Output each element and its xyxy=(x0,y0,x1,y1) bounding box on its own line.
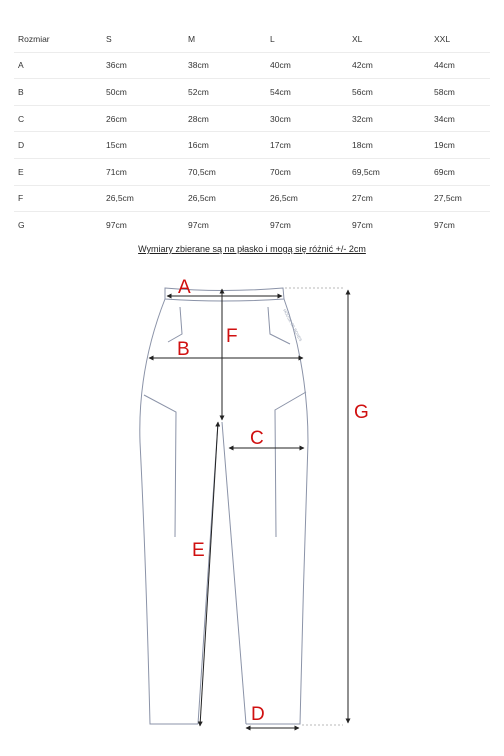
table-cell: 26cm xyxy=(106,105,188,132)
table-cell: 58cm xyxy=(434,79,490,106)
table-cell: 97cm xyxy=(188,219,209,230)
table-cell: 26,5cm xyxy=(106,185,188,212)
size-table xyxy=(14,26,490,238)
label-a: A xyxy=(178,277,191,298)
table-cell: 71cm xyxy=(106,158,188,185)
trousers-outline xyxy=(140,288,308,724)
table-cell: 15cm xyxy=(106,132,188,159)
label-b: B xyxy=(177,339,190,360)
table-cell: 97cm xyxy=(106,219,127,230)
table-row xyxy=(14,158,490,185)
table-cell: G xyxy=(18,219,25,230)
table-header-cell: XL xyxy=(352,26,434,52)
table-header-row xyxy=(14,26,490,52)
table-cell: 34cm xyxy=(434,105,490,132)
table-row xyxy=(14,185,490,212)
table-cell: 17cm xyxy=(270,132,352,159)
table-cell: 69,5cm xyxy=(352,158,434,185)
measurement-note: Wymiary zbierane są na płasko i mogą się różnić +/- 2cm xyxy=(138,244,366,254)
brand-watermark: HOUSE OF BOXES xyxy=(282,308,304,343)
table-cell: 52cm xyxy=(188,79,270,106)
table-cell: 27cm xyxy=(352,185,434,212)
measure-e-arrow xyxy=(200,422,218,726)
table-cell: 19cm xyxy=(434,132,490,159)
table-cell: D xyxy=(14,132,106,159)
table-cell: 32cm xyxy=(352,105,434,132)
label-e: E xyxy=(192,540,205,561)
table-cell: 26,5cm xyxy=(270,185,352,212)
table-cell: B xyxy=(14,79,106,106)
table-cell: 40cm xyxy=(270,52,352,79)
table-cell: 36cm xyxy=(106,52,188,79)
table-cell: A xyxy=(14,52,106,79)
table-cell: 16cm xyxy=(188,132,270,159)
table-cell: 28cm xyxy=(188,105,270,132)
table-row xyxy=(14,79,490,106)
table-cell: 70,5cm xyxy=(188,158,270,185)
table-cell: 97cm xyxy=(434,219,455,230)
trousers-diagram xyxy=(0,262,504,756)
table-cell: 97cm xyxy=(352,219,373,230)
table-header-cell: L xyxy=(270,26,352,52)
table-cell: 69cm xyxy=(434,158,490,185)
table-header-cell: S xyxy=(106,26,188,52)
table-cell: 18cm xyxy=(352,132,434,159)
table-cell: 70cm xyxy=(270,158,352,185)
label-f: F xyxy=(226,326,238,347)
table-cell: 50cm xyxy=(106,79,188,106)
table-cell: 56cm xyxy=(352,79,434,106)
table-cell: 27,5cm xyxy=(434,185,490,212)
table-header-cell: XXL xyxy=(434,26,490,52)
size-table-body xyxy=(14,26,490,238)
table-cell: 38cm xyxy=(188,52,270,79)
table-header-cell: Rozmiar xyxy=(14,26,106,52)
table-cell: 44cm xyxy=(434,52,490,79)
table-cell: 54cm xyxy=(270,79,352,106)
table-row xyxy=(14,132,490,159)
table-cell: F xyxy=(14,185,106,212)
table-cell: 42cm xyxy=(352,52,434,79)
table-cell: 30cm xyxy=(270,105,352,132)
label-d: D xyxy=(251,704,265,725)
label-c: C xyxy=(250,428,264,449)
table-cell: 97cm xyxy=(270,219,291,230)
label-g: G xyxy=(354,402,369,423)
table-cell: E xyxy=(14,158,106,185)
table-row xyxy=(14,105,490,132)
table-row xyxy=(14,212,490,238)
table-cell: 26,5cm xyxy=(188,185,270,212)
table-cell: C xyxy=(14,105,106,132)
table-header-cell: M xyxy=(188,26,270,52)
table-row xyxy=(14,52,490,79)
